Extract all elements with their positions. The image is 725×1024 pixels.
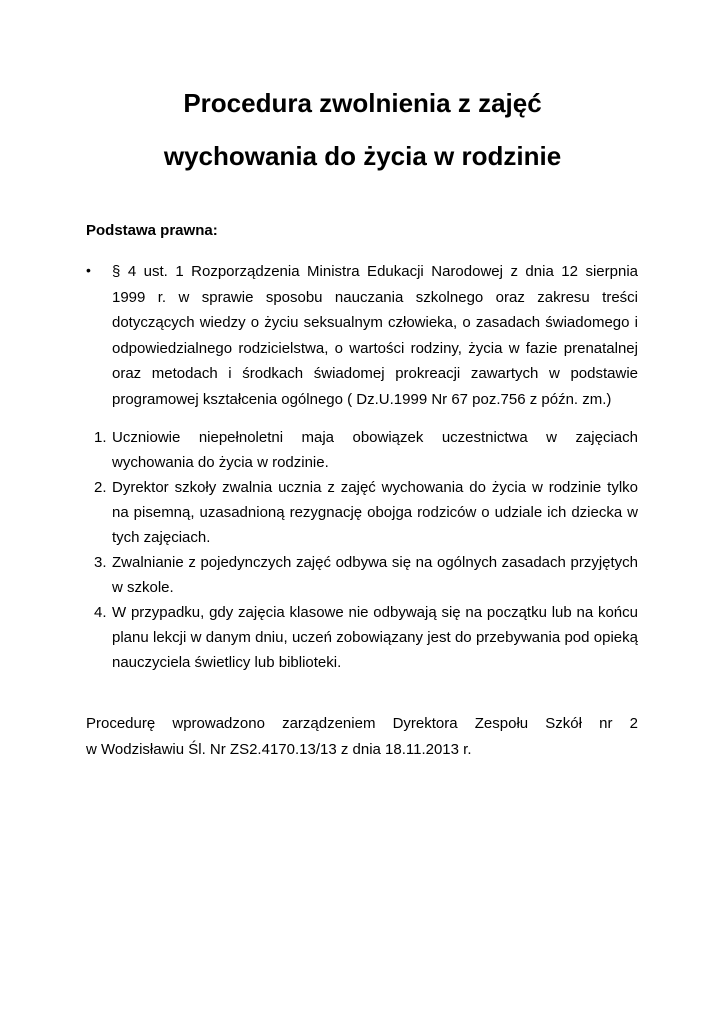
list-item-number: 1. (94, 429, 107, 446)
title-line-2: wychowania do życia w rodzinie (163, 141, 562, 171)
closing-word: nr (599, 715, 613, 732)
list-item (86, 550, 638, 600)
list-item (86, 600, 638, 675)
closing-word: 2 (629, 715, 638, 732)
list-item-text: Uczniowie niepełnoletni maja obowiązek uczestnictwa w zajęciach wychowania do życia w rodzinie. (112, 429, 638, 471)
list-item (86, 475, 638, 550)
closing-word: wprowadzono (172, 715, 265, 732)
legal-basis-heading: Podstawa prawna: (86, 222, 218, 239)
closing-line-1 (86, 711, 638, 737)
closing-line-2: w Wodzisławiu Śl. Nr ZS2.4170.13/13 z dnia 18.11.2013 r. (86, 740, 472, 758)
list-item-number: 2. (94, 479, 107, 496)
closing-word: Procedurę (86, 715, 156, 732)
list-item-text: Zwalnianie z pojedynczych zajęć odbywa się na ogólnych zasadach przyjętych w szkole. (112, 554, 638, 596)
list-item-text: Dyrektor szkoły zwalnia ucznia z zajęć wychowania do życia w rodzinie tylko na pisemną, uzasadnioną rezygnację obojga rodziców o udziale ich dziecka w tych zajęciach. (112, 479, 638, 546)
bullet-icon: • (86, 262, 91, 278)
closing-word: Zespołu (474, 715, 529, 732)
legal-basis-text: § 4 ust. 1 Rozporządzenia Ministra Edukacji Narodowej z dnia 12 sierpnia 1999 r. w sprawie sposobu nauczania szkolnego oraz zakresu treści dotyczących wiedzy o życiu seksualnym człowieka, o zasadach świadomego i odpowiedzialnego rodzicielstwa, o wartości rodziny, życia w fazie prenatalnej oraz metodach i środkach świadomej prokreacji zawartych w podstawie programowej kształcenia ogólnego ( Dz.U.1999 Nr 67 poz.756 z późn. zm.) (112, 263, 638, 408)
title-line-1: Procedura zwolnienia z zajęć (183, 88, 542, 118)
closing-word: Dyrektora (392, 715, 458, 732)
list-item-number: 3. (94, 554, 107, 571)
rules-list (86, 425, 638, 675)
closing-word: Szkół (545, 715, 582, 732)
list-item (86, 425, 638, 475)
closing-word: zarządzeniem (282, 715, 376, 732)
list-item-number: 4. (94, 604, 107, 621)
list-item-text: W przypadku, gdy zajęcia klasowe nie odbywają się na początku lub na końcu planu lekcji w danym dniu, uczeń zobowiązany jest do przebywania pod opieką nauczyciela świetlicy lub biblioteki. (112, 604, 638, 671)
closing-note (86, 711, 638, 762)
